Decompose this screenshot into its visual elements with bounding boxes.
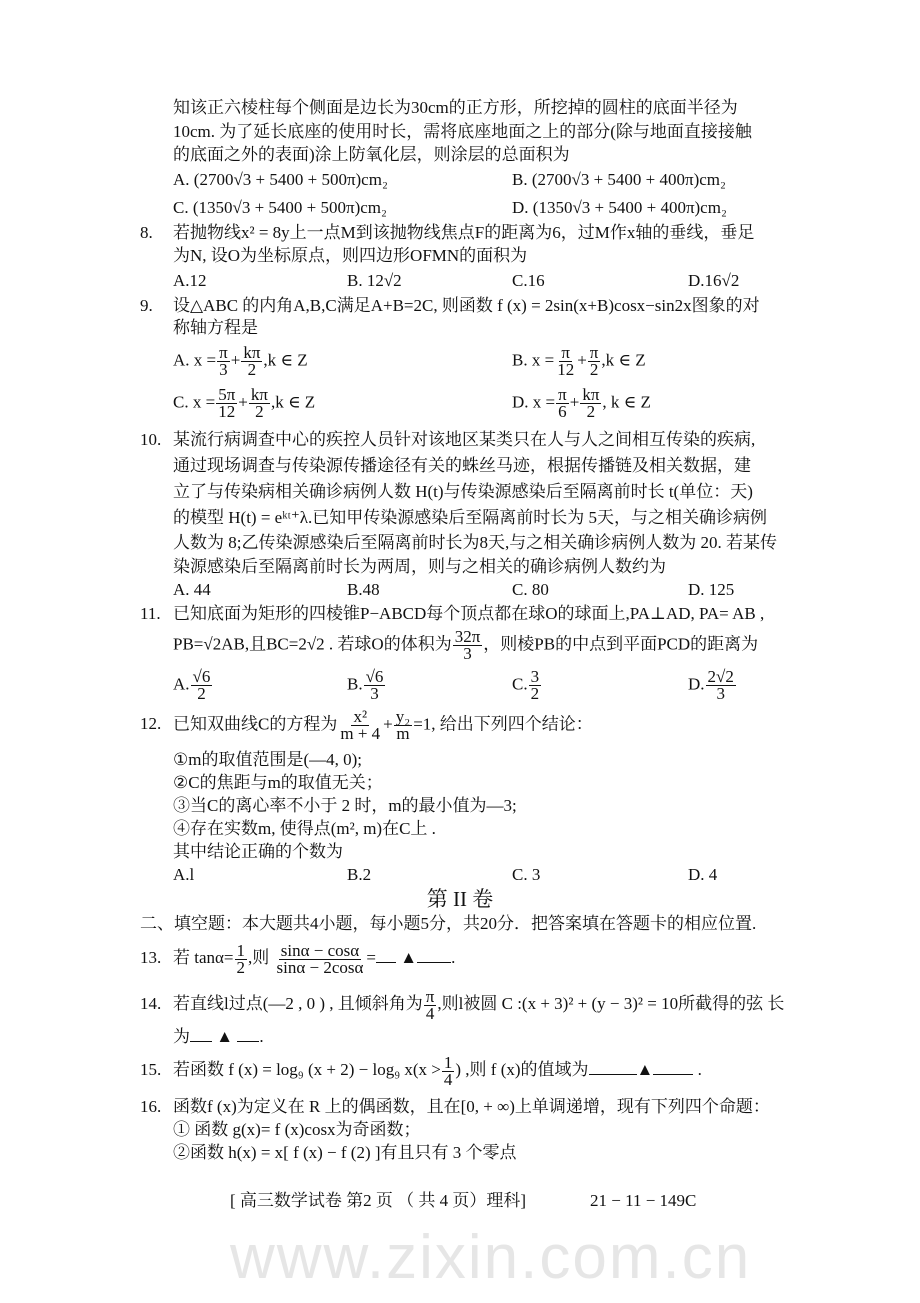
q8-option-a: A.12 — [173, 271, 207, 290]
q11-option-d: D. $\frac{2√2}{3}$ — [688, 667, 734, 703]
q12-item: ②C的焦距与m的取值无关； — [173, 773, 383, 792]
q9-line1: 设△ABC 的内角A,B,C满足A+B=2C, 则函数 f (x) = 2sin(x+B)cosx−sin2x图象的对 — [173, 296, 760, 315]
q10-line: 立了与传染病相关确诊病例人数 H(t)与传染源感染后至隔离前时长 t(单位：天) — [173, 482, 753, 501]
q14-number: 14. — [140, 994, 162, 1013]
q9-line2: 称轴方程是 — [173, 318, 258, 337]
q8-option-b: B. 12√2 — [347, 271, 402, 290]
q10-line: 人数为 8;乙传染源感染后至隔离前时长为8天,与之相关确诊病例人数为 20. 若某传 — [173, 533, 777, 552]
q12-option-b: B.2 — [347, 865, 372, 884]
q11-line2: PB=√2AB,且BC=2√2 . 若球O的体积为 $\frac{32\pi}{3}$ ，则棱PB的中点到平面PCD的距离为 — [173, 627, 759, 663]
footer-page-info: [ 高三数学试卷 第2 页 （ 共 4 页）理科] — [230, 1191, 527, 1210]
section-intro: 二、填空题：本大题共4小题，每小题5分，共20分．把答案填在答题卡的相应位置. — [140, 914, 757, 933]
q15-line: 若函数 f (x) = log₉ (x + 2) − log₉ x(x > $\frac{1}{4}$ ) ,则 f (x)的值域为 ▲ . — [173, 1052, 702, 1089]
q14-line1: 若直线l过点(—2 , 0 ) , 且倾斜角为 $\frac{\pi}{4}$ ,则l被圆 C :(x + 3)² + (y − 3)² = 10所截得的弦 长 — [173, 986, 785, 1023]
q13-number: 13. — [140, 948, 162, 967]
q7-line1: 知该正六棱柱每个侧面是边长为30cm的正方形，所挖掉的圆柱的底面半径为 — [173, 98, 738, 117]
q16-number: 16. — [140, 1097, 162, 1116]
q16-line2: ① 函数 g(x)= f (x)cosx为奇函数； — [173, 1120, 421, 1139]
q8-line1: 若抛物线x² = 8y上一点M到该抛物线焦点F的距离为6，过M作x轴的垂线，垂足 — [173, 223, 755, 242]
q12-item: ③当C的离心率不小于 2 时，m的最小值为—3; — [173, 796, 517, 815]
q10-line: 的模型 H(t) = eᵏᵗ⁺λ.已知甲传染源感染后至隔离前时长为 5天，与之相关确诊病例 — [173, 508, 768, 527]
q12-number: 12. — [140, 714, 162, 733]
q10-option-c: C. 80 — [512, 580, 549, 599]
q8-option-d: D.16√2 — [688, 271, 740, 290]
section-title: 第 II 卷 — [426, 887, 494, 911]
q10-number: 10. — [140, 430, 162, 449]
q7-option-d: D. (1350√3 + 5400 + 400π)cm₂ — [512, 198, 727, 217]
q11-option-a: A. $\frac{√6}{2}$ — [173, 667, 211, 703]
q10-line: 某流行病调查中心的疾控人员针对该地区某类只在人与人之间相互传染的疾病, — [173, 430, 756, 449]
answer-mark-icon: ▲ — [636, 1060, 654, 1079]
q8-option-c: C.16 — [512, 271, 545, 290]
q12-item: ④存在实数m, 使得点(m², m)在C上 . — [173, 819, 436, 838]
q14-line2: 为 ▲ . — [173, 1027, 264, 1046]
q12-line1: 已知双曲线C的方程为 $\frac{\text{x²}}{m + 4}$ + $\frac{\text{y₂}}{m}$ =1, 给出下列四个结论： — [173, 707, 593, 743]
q11-option-b: B. $\frac{√6}{3}$ — [347, 667, 384, 703]
q9-option-a: A. x = $\frac{\pi}{3}$ + $\frac{k\pi}{2}$ ,k ∈ Z — [173, 343, 308, 379]
q7-option-b: B. (2700√3 + 5400 + 400π)cm₂ — [512, 170, 726, 189]
q8-number: 8. — [140, 223, 153, 242]
q8-line2: 为N, 设O为坐标原点，则四边形OFMN的面积为 — [173, 246, 528, 265]
q7-option-a: A. (2700√3 + 5400 + 500π)cm₂ — [173, 170, 388, 189]
q10-option-a: A. 44 — [173, 580, 211, 599]
q11-option-c: C. $\frac{3}{2}$ — [512, 667, 540, 703]
q10-line: 通过现场调查与传染源传播途径有关的蛛丝马迹，根据传播链及相关数据，建 — [173, 456, 751, 475]
q12-option-a: A.l — [173, 865, 195, 884]
q12-ask: 其中结论正确的个数为 — [173, 842, 343, 861]
q13-line: 若 tanα= $\frac{1}{2}$ ,则 $\frac{\sin\alpha - \cos\alpha}{\sin\alpha - 2\cos\alpha}$ = ▲ . — [173, 940, 456, 977]
q11-line1: 已知底面为矩形的四棱锥P−ABCD每个顶点都在球O的球面上,PA⊥AD, PA= AB , — [173, 604, 765, 623]
q9-option-d: D. x = $\frac{\pi}{6}$ + $\frac{k\pi}{2}$ , k ∈ Z — [512, 385, 651, 421]
q7-option-c: C. (1350√3 + 5400 + 500π)cm₂ — [173, 198, 387, 217]
q12-item: ①m的取值范围是(—4, 0); — [173, 750, 363, 769]
q12-option-d: D. 4 — [688, 865, 718, 884]
answer-mark-icon: ▲ — [400, 948, 418, 967]
watermark: www.zixin.com.cn — [230, 1223, 752, 1292]
q16-line1: 函数f (x)为定义在 R 上的偶函数，且在[0, + ∞)上单调递增，现有下列四个命题： — [173, 1097, 770, 1116]
q9-option-c: C. x = $\frac{5\pi}{12}$ + $\frac{k\pi}{2}$ ,k ∈ Z — [173, 385, 316, 421]
footer-code: 21 − 11 − 149C — [590, 1191, 697, 1210]
q16-line3: ②函数 h(x) = x[ f (x) − f (2) ]有且只有 3 个零点 — [173, 1143, 517, 1162]
q11-number: 11. — [140, 604, 161, 623]
q10-option-d: D. 125 — [688, 580, 735, 599]
q15-number: 15. — [140, 1060, 162, 1079]
q9-option-b: B. x = $\frac{\pi}{12}$ + $\frac{\pi}{2}$ ,k ∈ Z — [512, 343, 646, 379]
q9-number: 9. — [140, 296, 153, 315]
q7-line2: 10cm. 为了延长底座的使用时长，需将底座地面之上的部分(除与地面直接接触 — [173, 122, 752, 141]
answer-mark-icon: ▲ — [216, 1027, 234, 1046]
q10-option-b: B.48 — [347, 580, 380, 599]
q12-option-c: C. 3 — [512, 865, 541, 884]
q10-line: 染源感染后至隔离前时长为两周，则与之相关的确诊病例人数约为 — [173, 557, 666, 576]
q7-line3: 的底面之外的表面)涂上防氧化层，则涂层的总面积为 — [173, 145, 570, 164]
